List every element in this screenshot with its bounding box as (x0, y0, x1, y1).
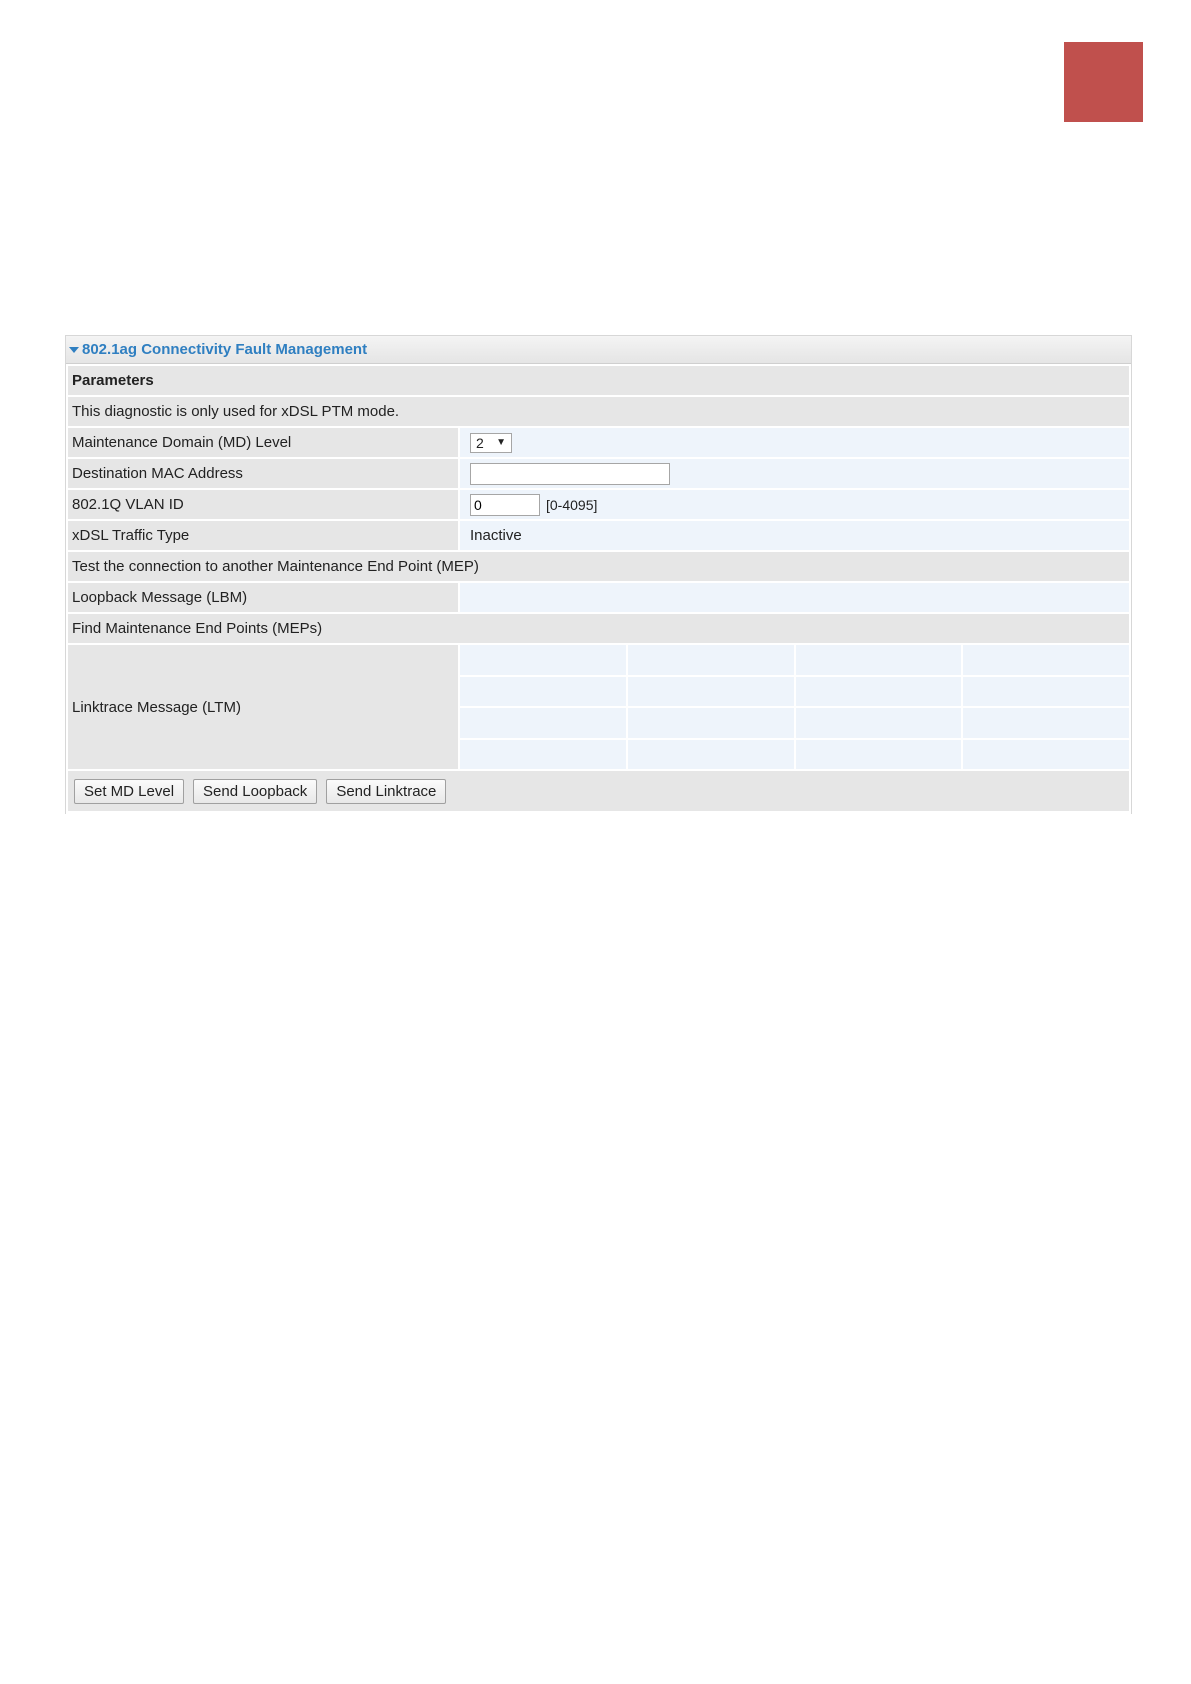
ltm-result-cell (963, 677, 1129, 707)
ltm-result-cell (796, 740, 962, 770)
vlan-range-hint: [0-4095] (546, 496, 598, 513)
ltm-result-cell (460, 677, 626, 707)
ltm-label: Linktrace Message (LTM) (68, 645, 458, 769)
caret-down-icon[interactable] (69, 347, 79, 353)
ltm-result-cell (628, 677, 794, 707)
ltm-result-cell (460, 740, 626, 770)
send-loopback-button[interactable]: Send Loopback (193, 779, 317, 804)
ltm-result-cell (628, 708, 794, 738)
md-level-select[interactable] (470, 433, 512, 453)
ltm-result-cell (628, 645, 794, 675)
parameters-heading: Parameters (68, 366, 1129, 395)
traffic-type-label: xDSL Traffic Type (68, 521, 458, 550)
button-bar (68, 771, 1129, 811)
md-level-row (68, 428, 1129, 457)
ltm-result-cell (460, 708, 626, 738)
set-md-level-button[interactable]: Set MD Level (74, 779, 184, 804)
ltm-result-cell (796, 708, 962, 738)
lbm-result (460, 583, 1129, 612)
lbm-row (68, 583, 1129, 612)
panel-title: 802.1ag Connectivity Fault Management (82, 341, 368, 358)
dest-mac-row (68, 459, 1129, 488)
test-heading-row (68, 552, 1129, 581)
ltm-results-grid (460, 645, 1129, 769)
parameters-row (68, 366, 1129, 395)
note-row (68, 397, 1129, 426)
ltm-result-cell (796, 645, 962, 675)
panel-header[interactable] (66, 336, 1131, 364)
vlan-cell (460, 490, 1129, 519)
find-heading-row (68, 614, 1129, 643)
lbm-label: Loopback Message (LBM) (68, 583, 458, 612)
ltm-row (68, 645, 1129, 769)
dest-mac-label: Destination MAC Address (68, 459, 458, 488)
find-meps-heading: Find Maintenance End Points (MEPs) (68, 614, 1129, 643)
ltm-result-cell (796, 677, 962, 707)
ltm-result-cell (963, 740, 1129, 770)
md-level-cell (460, 428, 1129, 457)
vlan-row (68, 490, 1129, 519)
chapter-tab-marker (1064, 42, 1143, 122)
panel-rows (66, 364, 1131, 811)
test-connection-heading: Test the connection to another Maintenance End Point (MEP) (68, 552, 1129, 581)
vlan-id-input[interactable] (470, 494, 540, 516)
dest-mac-input[interactable] (470, 463, 670, 485)
traffic-type-value: Inactive (460, 521, 1129, 550)
traffic-type-row (68, 521, 1129, 550)
send-linktrace-button[interactable]: Send Linktrace (326, 779, 446, 804)
ltm-result-cell (963, 708, 1129, 738)
cfm-panel (65, 335, 1132, 814)
ltm-result-cell (460, 645, 626, 675)
dest-mac-cell (460, 459, 1129, 488)
dropdown-arrow-icon: ▼ (496, 437, 506, 448)
md-level-label: Maintenance Domain (MD) Level (68, 428, 458, 457)
md-level-selected-value: 2 (476, 434, 484, 451)
vlan-label: 802.1Q VLAN ID (68, 490, 458, 519)
ltm-result-cell (628, 740, 794, 770)
ltm-result-cell (963, 645, 1129, 675)
diagnostic-note: This diagnostic is only used for xDSL PTM mode. (68, 397, 1129, 426)
